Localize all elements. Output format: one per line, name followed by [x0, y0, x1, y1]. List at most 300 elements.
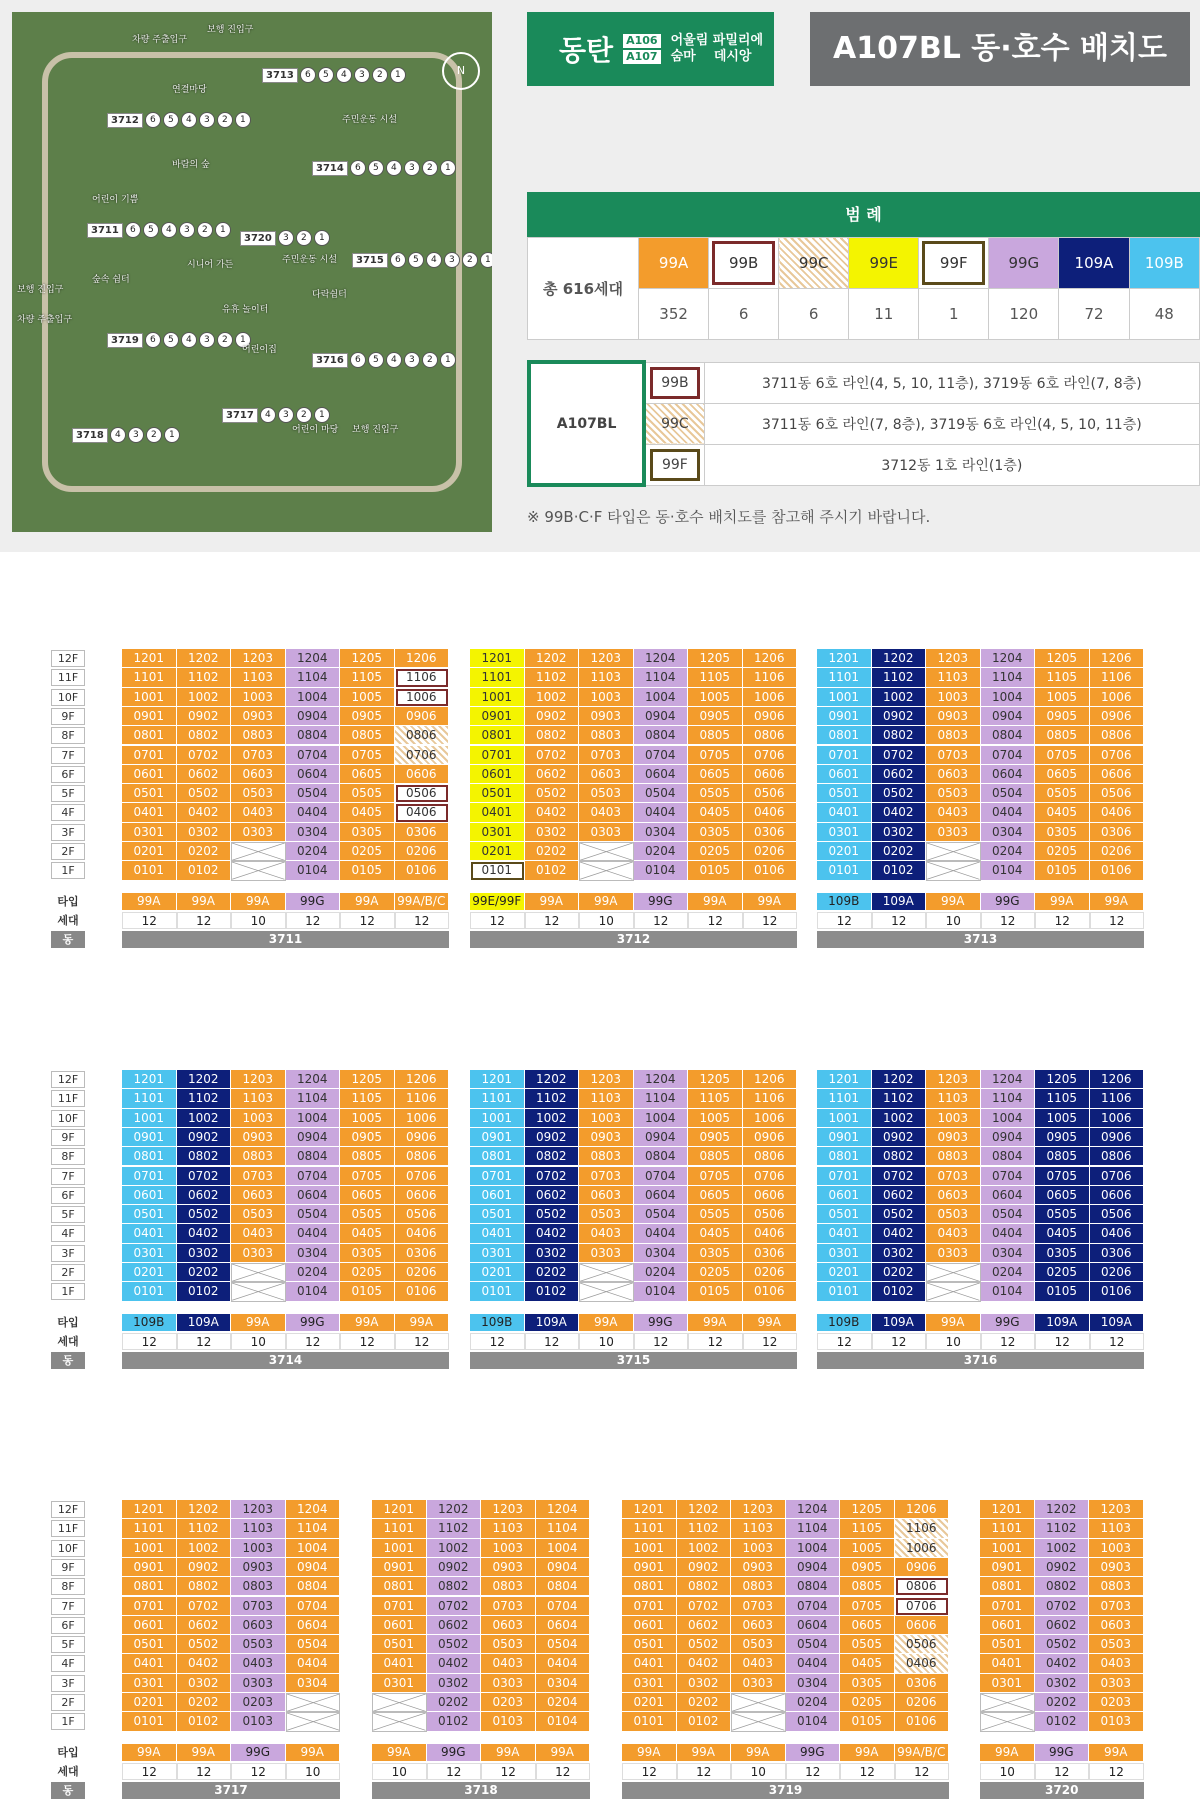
unit-type: 109B [817, 893, 872, 910]
unit-cell: 1205 [340, 1070, 395, 1089]
map-block-label: 3712 [107, 113, 143, 128]
unit-cell: 1206 [743, 649, 798, 668]
unit-cell: 1103 [579, 1089, 634, 1108]
map-label: 보행 진입구 [17, 285, 64, 295]
unit-cell: 0706 [395, 1167, 450, 1186]
legend-count-109A: 72 [1059, 289, 1129, 340]
unit-cell: 1204 [981, 649, 1036, 668]
unit-cell: 0604 [634, 1186, 689, 1205]
unit-cell: 1104 [981, 1089, 1036, 1108]
unit-type: 99A [286, 1744, 341, 1761]
dong-number: 3718 [372, 1782, 590, 1799]
unit-cell: 1005 [340, 688, 395, 707]
unit-cell: 0103 [1089, 1712, 1144, 1731]
unit-cell: 1104 [634, 668, 689, 687]
legend-title: 범 례 [527, 192, 1200, 237]
unit-cell: 0906 [395, 1128, 450, 1147]
unit-cell: 0102 [1035, 1712, 1090, 1731]
map-line-number: 1 [390, 67, 406, 83]
unit-cell: 0301 [122, 823, 177, 842]
unit-cell: 1205 [340, 649, 395, 668]
unit-cell: 1201 [122, 1500, 177, 1519]
unit-cell: 0702 [872, 746, 927, 765]
unit-cell: 0802 [427, 1577, 482, 1596]
dong-number: 3716 [817, 1352, 1144, 1369]
unit-cell: 0102 [525, 861, 580, 880]
unit-cell: 0302 [1035, 1674, 1090, 1693]
unit-cell: 0804 [634, 726, 689, 745]
unit-cell: 1103 [231, 1089, 286, 1108]
unit-type: 109B [122, 1314, 177, 1331]
unit-cell: 0304 [981, 1244, 1036, 1263]
unit-cell: 0902 [177, 707, 232, 726]
unit-cell: 0102 [872, 1282, 927, 1301]
unit-cell: 0202 [427, 1693, 482, 1712]
unit-type: 109A [177, 1314, 232, 1331]
map-line-number: 3 [354, 67, 370, 83]
map-block-3715 [352, 252, 492, 268]
unit-type: 99A [688, 893, 743, 910]
unit-cell: 1002 [177, 1539, 232, 1558]
unit-cell: 0303 [731, 1674, 786, 1693]
unit-cell: 0806 [395, 1147, 450, 1166]
map-block-label: 3717 [222, 408, 258, 423]
unit-cell: 0604 [286, 1616, 341, 1635]
unit-cell: 0602 [677, 1616, 732, 1635]
floor-label: 5F [51, 785, 85, 802]
block-type-99F: 99F [644, 444, 704, 485]
unit-count: 12 [395, 1333, 450, 1350]
unit-cell: 1103 [731, 1519, 786, 1538]
legend-type-99C: 99C [779, 238, 849, 289]
unit-cell: 0401 [122, 1224, 177, 1243]
unit-cell: 0706 [895, 1597, 950, 1616]
unit-cell: 0703 [579, 1167, 634, 1186]
unit-count: 12 [122, 912, 177, 929]
unit-cell: 0706 [743, 1167, 798, 1186]
unit-cell: 0901 [817, 707, 872, 726]
floor-label: 12F [51, 650, 85, 667]
map-line-number: 6 [145, 112, 161, 128]
map-line-number: 2 [422, 160, 438, 176]
unit-type: 99A [525, 893, 580, 910]
unit-cell: 0703 [481, 1597, 536, 1616]
map-line-number: 6 [390, 252, 406, 268]
empty-unit [579, 1282, 634, 1301]
unit-cell: 0501 [470, 784, 525, 803]
unit-cell: 0102 [872, 861, 927, 880]
unit-cell: 0701 [817, 746, 872, 765]
unit-cell: 0601 [622, 1616, 677, 1635]
unit-cell: 0304 [634, 1244, 689, 1263]
unit-cell: 0105 [1035, 861, 1090, 880]
unit-cell: 0704 [286, 1167, 341, 1186]
unit-cell: 0802 [525, 1147, 580, 1166]
unit-cell: 0602 [1035, 1616, 1090, 1635]
unit-cell: 1103 [1089, 1519, 1144, 1538]
header-panel [0, 0, 1200, 552]
unit-cell: 0402 [427, 1654, 482, 1673]
row-label-units: 세대 [57, 1764, 79, 1778]
empty-unit [731, 1712, 786, 1731]
tagline-2: 숨마 데시앙 [670, 49, 752, 64]
unit-cell: 0104 [536, 1712, 591, 1731]
unit-cell: 0905 [688, 1128, 743, 1147]
unit-cell: 0603 [231, 765, 286, 784]
unit-cell: 0904 [634, 1128, 689, 1147]
unit-cell: 0502 [177, 1635, 232, 1654]
unit-cell: 1004 [981, 1109, 1036, 1128]
unit-cell: 0803 [1089, 1577, 1144, 1596]
unit-cell: 1202 [177, 1500, 232, 1519]
unit-cell: 0105 [688, 1282, 743, 1301]
empty-unit [231, 861, 286, 880]
unit-cell: 0604 [536, 1616, 591, 1635]
unit-cell: 0801 [622, 1577, 677, 1596]
map-block-3714 [312, 160, 456, 176]
unit-cell: 0204 [634, 842, 689, 861]
block-type-99B: 99B [644, 362, 704, 403]
map-label: 주민운동 시설 [282, 255, 338, 265]
unit-cell: 0606 [743, 1186, 798, 1205]
unit-cell: 0801 [122, 1577, 177, 1596]
unit-cell: 0204 [286, 842, 341, 861]
unit-cell: 1006 [743, 688, 798, 707]
legend-type-99B: 99B [709, 238, 779, 289]
map-line-number: 1 [480, 252, 492, 268]
unit-cell: 0804 [286, 726, 341, 745]
map-line-number: 3 [404, 352, 420, 368]
unit-cell: 1204 [981, 1070, 1036, 1089]
map-line-number: 5 [368, 352, 384, 368]
unit-cell: 0901 [122, 1128, 177, 1147]
map-line-number: 4 [426, 252, 442, 268]
unit-cell: 0403 [231, 803, 286, 822]
unit-cell: 1203 [1089, 1500, 1144, 1519]
map-line-number: 1 [314, 230, 330, 246]
unit-type: 99G [286, 893, 341, 910]
unit-cell: 0106 [743, 861, 798, 880]
unit-type: 109A [872, 1314, 927, 1331]
unit-cell: 0901 [817, 1128, 872, 1147]
unit-cell: 1101 [122, 1519, 177, 1538]
map-line-number: 4 [386, 352, 402, 368]
unit-cell: 0802 [1035, 1577, 1090, 1596]
unit-cell: 0603 [1089, 1616, 1144, 1635]
unit-cell: 1001 [817, 1109, 872, 1128]
unit-cell: 1102 [677, 1519, 732, 1538]
unit-cell: 0805 [1035, 1147, 1090, 1166]
unit-cell: 1201 [122, 1070, 177, 1089]
unit-cell: 0404 [981, 1224, 1036, 1243]
unit-cell: 0402 [525, 1224, 580, 1243]
unit-cell: 0702 [177, 1167, 232, 1186]
unit-cell: 0905 [688, 707, 743, 726]
unit-cell: 0505 [1035, 1205, 1090, 1224]
map-line-number: 4 [181, 112, 197, 128]
unit-cell: 0702 [427, 1597, 482, 1616]
unit-cell: 0404 [634, 803, 689, 822]
floor-label: 4F [51, 804, 85, 821]
legend-count-99G: 120 [989, 289, 1059, 340]
map-line-number: 3 [199, 112, 215, 128]
unit-cell: 1005 [840, 1539, 895, 1558]
floor-label: 8F [51, 1148, 85, 1165]
unit-cell: 1003 [231, 688, 286, 707]
map-block-label: 3718 [72, 428, 108, 443]
unit-type: 99G [786, 1744, 841, 1761]
unit-cell: 1203 [231, 649, 286, 668]
floor-label: 3F [51, 1245, 85, 1262]
unit-cell: 0306 [743, 1244, 798, 1263]
unit-cell: 1003 [481, 1539, 536, 1558]
unit-cell: 0102 [177, 1282, 232, 1301]
unit-cell: 0505 [688, 1205, 743, 1224]
unit-cell: 1202 [677, 1500, 732, 1519]
map-block-3716 [312, 352, 456, 368]
legend [527, 192, 1200, 340]
unit-cell: 1001 [122, 688, 177, 707]
unit-cell: 1201 [122, 649, 177, 668]
unit-cell: 0304 [786, 1674, 841, 1693]
unit-cell: 0403 [926, 1224, 981, 1243]
unit-type: 99A [980, 1744, 1035, 1761]
unit-cell: 1104 [981, 668, 1036, 687]
compass-icon: N [442, 52, 480, 90]
dong-number: 3717 [122, 1782, 340, 1799]
map-label: 유휴 놀이터 [222, 305, 269, 315]
legend-type-99F: 99F [919, 238, 989, 289]
unit-cell: 1202 [427, 1500, 482, 1519]
unit-cell: 0605 [688, 1186, 743, 1205]
unit-cell: 1103 [926, 1089, 981, 1108]
unit-cell: 0901 [622, 1558, 677, 1577]
map-label: 주민운동 시설 [342, 115, 398, 125]
unit-cell: 0602 [177, 1616, 232, 1635]
unit-cell: 1004 [286, 688, 341, 707]
unit-cell: 0701 [470, 1167, 525, 1186]
legend-type-99E: 99E [849, 238, 919, 289]
unit-cell: 0603 [231, 1616, 286, 1635]
unit-cell: 0304 [286, 823, 341, 842]
unit-cell: 0801 [372, 1577, 427, 1596]
map-label: 다락쉼터 [312, 290, 347, 300]
map-line-number: 1 [440, 352, 456, 368]
unit-cell: 0904 [981, 707, 1036, 726]
unit-cell: 1204 [634, 649, 689, 668]
unit-cell: 1202 [1035, 1500, 1090, 1519]
unit-cell: 1101 [817, 1089, 872, 1108]
unit-cell: 0104 [981, 861, 1036, 880]
unit-cell: 1205 [1035, 649, 1090, 668]
unit-cell: 0106 [743, 1282, 798, 1301]
unit-type: 99A [840, 1744, 895, 1761]
unit-cell: 0704 [286, 1597, 341, 1616]
unit-type: 99A [122, 893, 177, 910]
unit-cell: 0502 [872, 1205, 927, 1224]
unit-count: 12 [286, 1333, 341, 1350]
floor-label: 2F [51, 1694, 85, 1711]
unit-cell: 1004 [981, 688, 1036, 707]
unit-cell: 0601 [122, 1186, 177, 1205]
unit-cell: 0404 [786, 1654, 841, 1673]
unit-cell: 1002 [177, 1109, 232, 1128]
unit-cell: 1102 [525, 1089, 580, 1108]
map-block-3718 [72, 427, 180, 443]
unit-cell: 1105 [840, 1519, 895, 1538]
unit-cell: 0303 [231, 823, 286, 842]
unit-cell: 0206 [743, 1263, 798, 1282]
unit-cell: 0706 [743, 746, 798, 765]
unit-cell: 1001 [980, 1539, 1035, 1558]
unit-cell: 0702 [525, 1167, 580, 1186]
unit-cell: 0803 [731, 1577, 786, 1596]
unit-cell: 0901 [470, 1128, 525, 1147]
unit-cell: 0201 [817, 1263, 872, 1282]
map-line-number: 4 [161, 222, 177, 238]
unit-type: 99A [1090, 893, 1145, 910]
unit-cell: 0105 [340, 861, 395, 880]
unit-type: 99A [395, 1314, 450, 1331]
unit-count: 12 [470, 912, 525, 929]
unit-cell: 1003 [579, 1109, 634, 1128]
unit-cell: 1002 [677, 1539, 732, 1558]
unit-cell: 0801 [817, 726, 872, 745]
district-name: 동탄 [559, 34, 614, 67]
floor-label: 1F [51, 862, 85, 879]
unit-cell: 0801 [470, 726, 525, 745]
floor-label: 6F [51, 766, 85, 783]
map-line-number: 1 [235, 112, 251, 128]
unit-cell: 0401 [122, 1654, 177, 1673]
unit-cell: 0901 [122, 1558, 177, 1577]
unit-count: 12 [840, 1763, 895, 1780]
empty-unit [926, 861, 981, 880]
unit-cell: 1202 [177, 649, 232, 668]
map-line-number: 5 [318, 67, 334, 83]
unit-count: 12 [622, 1763, 677, 1780]
unit-cell: 0404 [981, 803, 1036, 822]
unit-cell: 0902 [177, 1558, 232, 1577]
unit-cell: 0203 [1089, 1693, 1144, 1712]
map-block-3717 [222, 407, 330, 423]
unit-cell: 0405 [1035, 1224, 1090, 1243]
unit-type: 99G [427, 1744, 482, 1761]
unit-cell: 0603 [481, 1616, 536, 1635]
unit-cell: 0201 [470, 1263, 525, 1282]
unit-cell: 0104 [286, 1282, 341, 1301]
block-desc: 3711동 6호 라인(7, 8층), 3719동 6호 라인(4, 5, 10, 11층) [704, 403, 1199, 444]
unit-cell: 0802 [677, 1577, 732, 1596]
unit-count: 12 [743, 912, 798, 929]
map-line-number: 1 [164, 427, 180, 443]
unit-count: 12 [177, 1333, 232, 1350]
unit-cell: 0102 [525, 1282, 580, 1301]
unit-cell: 0406 [743, 1224, 798, 1243]
unit-cell: 0806 [743, 726, 798, 745]
unit-cell: 0202 [177, 842, 232, 861]
unit-cell: 0502 [525, 1205, 580, 1224]
map-line-number: 3 [404, 160, 420, 176]
unit-cell: 1205 [840, 1500, 895, 1519]
unit-cell: 0901 [470, 707, 525, 726]
unit-cell: 0306 [1090, 1244, 1145, 1263]
unit-cell: 0701 [622, 1597, 677, 1616]
unit-cell: 0202 [177, 1693, 232, 1712]
floor-label: 1F [51, 1713, 85, 1730]
unit-cell: 0904 [981, 1128, 1036, 1147]
unit-cell: 0606 [395, 765, 450, 784]
unit-cell: 0805 [688, 726, 743, 745]
unit-type: 99A [231, 1314, 286, 1331]
floor-label: 2F [51, 843, 85, 860]
legend-count-109B: 48 [1129, 289, 1199, 340]
unit-cell: 1204 [286, 1500, 341, 1519]
unit-cell: 0201 [622, 1693, 677, 1712]
unit-type: 99A [177, 1744, 232, 1761]
unit-cell: 0502 [677, 1635, 732, 1654]
map-line-number: 5 [163, 332, 179, 348]
unit-cell: 0304 [536, 1674, 591, 1693]
unit-cell: 1104 [634, 1089, 689, 1108]
unit-cell: 1003 [231, 1539, 286, 1558]
unit-count: 10 [926, 1333, 981, 1350]
unit-cell: 0702 [677, 1597, 732, 1616]
unit-cell: 0902 [525, 707, 580, 726]
unit-type: 99A [926, 893, 981, 910]
empty-unit [926, 1282, 981, 1301]
unit-cell: 1101 [622, 1519, 677, 1538]
unit-cell: 1102 [427, 1519, 482, 1538]
unit-cell: 1101 [470, 1089, 525, 1108]
unit-cell: 0301 [122, 1674, 177, 1693]
unit-cell: 0402 [1035, 1654, 1090, 1673]
unit-cell: 0303 [231, 1674, 286, 1693]
unit-cell: 0703 [231, 746, 286, 765]
unit-cell: 0802 [525, 726, 580, 745]
unit-count: 12 [177, 1763, 232, 1780]
unit-cell: 1105 [1035, 1089, 1090, 1108]
unit-cell: 0102 [427, 1712, 482, 1731]
dong-number: 3712 [470, 931, 797, 948]
unit-type: 99A [743, 893, 798, 910]
unit-cell: 0502 [427, 1635, 482, 1654]
unit-cell: 1202 [525, 649, 580, 668]
unit-cell: 0705 [1035, 746, 1090, 765]
unit-cell: 0305 [340, 823, 395, 842]
map-line-number: 3 [128, 427, 144, 443]
unit-cell: 0506 [895, 1635, 950, 1654]
row-label-type: 타입 [57, 894, 79, 908]
unit-cell: 0405 [340, 1224, 395, 1243]
unit-cell: 0802 [177, 1147, 232, 1166]
unit-cell: 1101 [980, 1519, 1035, 1538]
unit-cell: 0602 [177, 765, 232, 784]
unit-cell: 0802 [872, 1147, 927, 1166]
unit-cell: 0506 [1090, 1205, 1145, 1224]
unit-cell: 0902 [872, 1128, 927, 1147]
unit-cell: 0403 [579, 1224, 634, 1243]
unit-cell: 0706 [1090, 1167, 1145, 1186]
unit-cell: 1103 [926, 668, 981, 687]
unit-count: 12 [427, 1763, 482, 1780]
floor-label: 7F [51, 747, 85, 764]
unit-cell: 0602 [177, 1186, 232, 1205]
floor-label: 1F [51, 1283, 85, 1300]
floor-label: 9F [51, 1559, 85, 1576]
unit-cell: 0801 [470, 1147, 525, 1166]
unit-count: 12 [122, 1763, 177, 1780]
